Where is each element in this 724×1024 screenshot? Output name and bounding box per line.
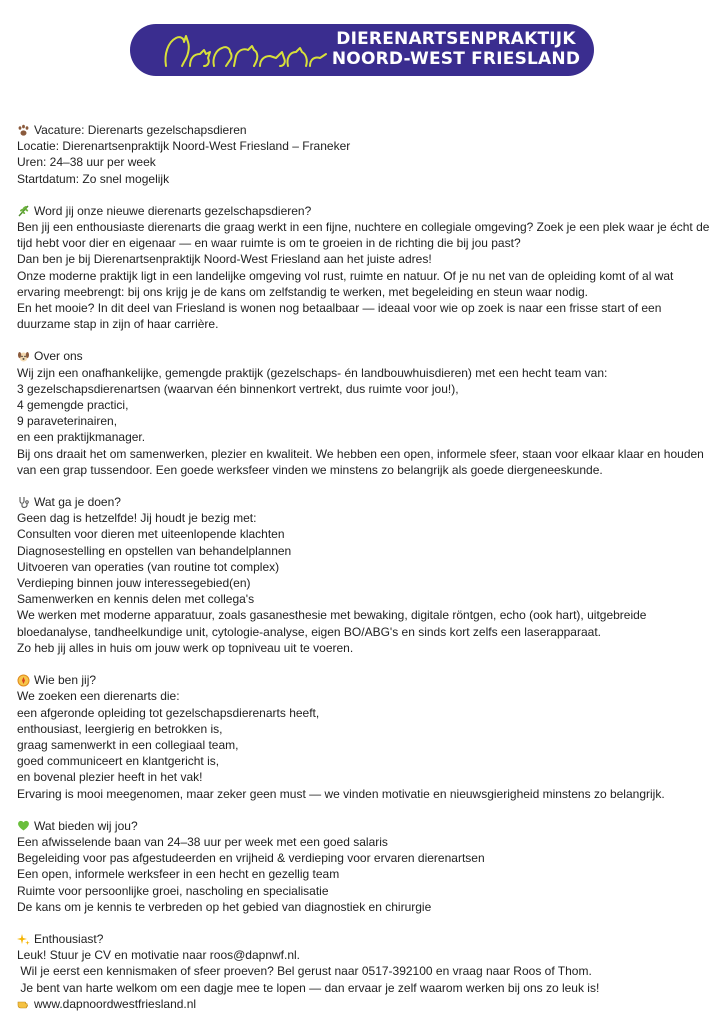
about-section — [17, 348, 712, 478]
vacancy-content — [17, 122, 712, 1024]
tasks-heading — [17, 494, 712, 510]
sparkles-icon — [17, 933, 30, 946]
location-line: Locatie: Dierenartsenpraktijk Noord-West Friesland – Franeker — [17, 139, 351, 154]
profile-section — [17, 672, 712, 802]
about-title: Over ons — [34, 349, 83, 364]
offer-line: Een afwisselende baan van 24–38 uur per week met een goed salaris — [17, 834, 388, 849]
profile-line: en bovenal plezier heeft in het vak! — [17, 770, 203, 785]
profile-line: graag samenwerkt in een collegiaal team, — [17, 737, 239, 752]
website-link[interactable]: www.dapnoordwestfriesland.nl — [34, 996, 197, 1011]
tasks-line: Samenwerken en kennis delen met collega's — [17, 592, 255, 607]
practice-name — [330, 29, 582, 69]
hours-line: Uren: 24–38 uur per week — [17, 155, 156, 170]
tasks-line: Verdieping binnen jouw interessegebied(en) — [17, 576, 251, 591]
about-line: 3 gezelschapsdierenartsen (waarvan één binnenkort vertrekt, dus ruimte voor jou!), — [17, 381, 459, 396]
paw-icon — [17, 124, 30, 137]
dog-icon — [17, 350, 30, 363]
welcome-paragraph: En het mooie? In dit deel van Friesland is wonen nog betaalbaar — ideaal voor wie op zoek is naar een frisse start of een duurzame stap in zijn of haar carrière. — [17, 301, 662, 332]
equipment-paragraph: We werken met moderne apparatuur, zoals gasanesthesie met bewaking, digitale röntgen, echo (ook hart), uitgebreide bloedanalyse, tandheelkundige unit, cytologie-analyse, eigen BO/ABG's en sinds kort zelfs een laserapparaat. — [17, 608, 647, 639]
stethoscope-icon — [17, 496, 30, 509]
offer-heading — [17, 818, 712, 834]
welcome-title: Word jij onze nieuwe dierenarts gezelschapsdieren? — [34, 203, 312, 218]
practice-name-line-2: NOORD-WEST FRIESLAND — [331, 49, 581, 69]
intro-heading — [17, 122, 712, 138]
practice-banner — [130, 24, 594, 76]
about-line: Wij zijn een onafhankelijke, gemengde praktijk (gezelschaps- én landbouwhuisdieren) met een hecht team van: — [17, 365, 608, 380]
offer-line: Ruimte voor persoonlijke groei, nascholing en specialisatie — [17, 883, 329, 898]
profile-heading — [17, 672, 712, 688]
apply-title: Enthousiast? — [34, 931, 104, 946]
vacancy-title: Vacature: Dierenarts gezelschapsdieren — [34, 123, 247, 137]
apply-line: Leuk! Stuur je CV en motivatie naar roos@dapnwf.nl. — [17, 948, 300, 963]
tasks-line: Diagnosestelling en opstellen van behandelplannen — [17, 543, 292, 558]
offer-line: De kans om je kennis te verbreden op het gebied van diagnostiek en chirurgie — [17, 899, 432, 914]
welcome-paragraph: Dan ben je bij Dierenartsenpraktijk Noord-West Friesland aan het juiste adres! — [17, 252, 432, 267]
offer-line: Begeleiding voor pas afgestudeerden en vrijheid & verdieping voor ervaren dierenartsen — [17, 851, 485, 866]
about-line: 9 paraveterinairen, — [17, 414, 118, 429]
intro-section — [17, 122, 712, 187]
start-date-line: Startdatum: Zo snel mogelijk — [17, 171, 170, 186]
welcome-paragraph: Ben jij een enthousiaste dierenarts die graag werkt in een fijne, nuchtere en collegiale omgeving? Zoek je een plek waar je écht de tijd hebt voor dier en eigenaar — en waar ruimte is om te groeien in de richting die bij jou past? — [17, 220, 710, 251]
tasks-line: Consulten voor dieren met uiteenlopende klachten — [17, 527, 285, 542]
compass-icon — [17, 674, 30, 687]
profile-line: We zoeken een dierenarts die: — [17, 689, 180, 704]
website-row — [17, 996, 712, 1012]
offer-section — [17, 818, 712, 915]
about-line: en een praktijkmanager. — [17, 430, 146, 445]
profile-experience-line: Ervaring is mooi meegenomen, maar zeker geen must — we vinden motivatie en nieuwsgierigheid minstens zo belangrijk. — [17, 786, 665, 801]
profile-title: Wie ben jij? — [34, 673, 97, 688]
apply-section — [17, 931, 712, 1012]
apply-heading — [17, 931, 712, 947]
about-line: 4 gemengde practici, — [17, 398, 129, 413]
welcome-paragraph: Onze moderne praktijk ligt in een landelijke omgeving vol rust, ruimte en natuur. Of je nu net van de opleiding komt of al wat ervaring meebrengt: bij ons krijg je de kans om zelfstandig te werken, met begeleiding en steun waar nodig. — [17, 268, 674, 299]
apply-line: Wil je eerst een kennismaken of sfeer proeven? Bel gerust naar 0517-392100 en vraag naar Roos of Thom. — [17, 964, 592, 979]
profile-line: enthousiast, leergierig en betrokken is, — [17, 721, 223, 736]
herb-icon — [17, 204, 30, 217]
tasks-line: Uitvoeren van operaties (van routine tot complex) — [17, 559, 280, 574]
welcome-section — [17, 203, 712, 333]
apply-line: Je bent van harte welkom om een dagje mee te lopen — dan ervaar je zelf waarom werken bij ons zo leuk is! — [17, 980, 600, 995]
tasks-final-line: Zo heb jij alles in huis om jouw werk op topniveau uit te voeren. — [17, 640, 354, 655]
practice-name-line-1: DIERENARTSENPRAKTIJK — [336, 29, 576, 49]
profile-line: een afgeronde opleiding tot gezelschapsdierenarts heeft, — [17, 705, 320, 720]
tasks-section — [17, 494, 712, 656]
about-closing: Bij ons draait het om samenwerken, plezier en kwaliteit. We hebben een open, informele sfeer, staan voor elkaar klaar en houden van een grap tussendoor. Een goede werksfeer vinden we minstens zo belangrijk als goede diergeneeskunde. — [17, 446, 704, 477]
offer-line: Een open, informele werksfeer in een hecht en gezellig team — [17, 867, 340, 882]
pointing-hand-icon — [17, 997, 30, 1010]
offer-title: Wat bieden wij jou? — [34, 818, 138, 833]
tasks-line: Geen dag is hetzelfde! Jij houdt je bezig met: — [17, 511, 257, 526]
green-heart-icon — [17, 819, 30, 832]
animal-silhouettes-logo — [160, 28, 330, 72]
tasks-title: Wat ga je doen? — [34, 495, 121, 510]
about-heading — [17, 348, 712, 364]
profile-line: goed communiceert en klantgericht is, — [17, 754, 220, 769]
welcome-heading — [17, 203, 712, 219]
